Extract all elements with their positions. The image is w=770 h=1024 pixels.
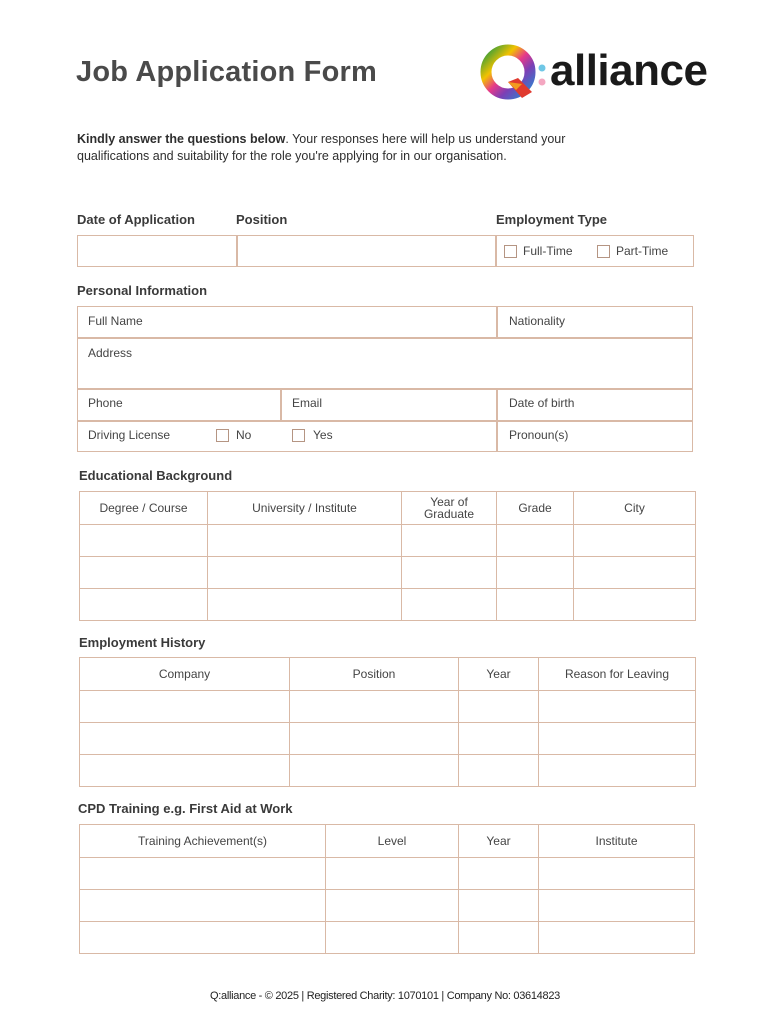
pronouns-field[interactable]: Pronoun(s) xyxy=(509,428,569,442)
table-row xyxy=(80,589,696,621)
full-time-label: Full-Time xyxy=(523,244,573,258)
driving-license-no-checkbox[interactable] xyxy=(216,429,229,442)
table-row xyxy=(80,922,695,954)
table-row xyxy=(80,557,696,589)
table-row xyxy=(80,525,696,557)
position-label: Position xyxy=(236,212,288,227)
cpd-col-level: Level xyxy=(326,825,459,858)
full-name-field[interactable]: Full Name xyxy=(88,314,143,328)
q-logo-icon xyxy=(478,42,550,104)
intro-rest: . Your responses here will help us understand your qualifications and suitability for the role you're applying for in our organisation. xyxy=(77,132,566,163)
employment-type-label: Employment Type xyxy=(496,212,608,227)
intro-text xyxy=(77,131,637,165)
driving-license-label: Driving License xyxy=(88,428,171,442)
cpd-col-institute: Institute xyxy=(539,825,695,858)
qalliance-logo xyxy=(478,42,728,104)
driving-license-no-label: No xyxy=(236,428,252,442)
footer-text: Q:alliance - © 2025 | Registered Charity: 1070101 | Company No: 03614823 xyxy=(210,990,560,1002)
employment-col-company: Company xyxy=(80,658,290,691)
table-row xyxy=(80,691,696,723)
part-time-checkbox[interactable] xyxy=(597,245,610,258)
page-title: Job Application Form xyxy=(76,56,377,88)
address-field[interactable]: Address xyxy=(88,346,133,360)
date-of-application-field[interactable] xyxy=(78,236,235,266)
employment-table xyxy=(79,657,696,787)
employment-col-year: Year xyxy=(459,658,539,691)
cpd-col-year: Year xyxy=(459,825,539,858)
education-col-grade: Grade xyxy=(497,492,574,525)
table-row xyxy=(80,755,696,787)
education-col-year: Year of Graduate xyxy=(402,492,497,525)
cpd-training-heading: CPD Training e.g. First Aid at Work xyxy=(78,801,293,816)
employment-history-heading: Employment History xyxy=(79,635,206,650)
education-table xyxy=(79,491,696,621)
driving-license-yes-label: Yes xyxy=(313,428,333,442)
part-time-label: Part-Time xyxy=(616,244,669,258)
date-of-birth-field[interactable]: Date of birth xyxy=(509,396,575,410)
intro-bold: Kindly answer the questions below xyxy=(77,132,286,146)
date-of-application-label: Date of Application xyxy=(77,212,195,227)
educational-background-heading: Educational Background xyxy=(79,468,233,483)
education-col-city: City xyxy=(574,492,696,525)
full-time-checkbox[interactable] xyxy=(504,245,517,258)
employment-col-reason: Reason for Leaving xyxy=(539,658,696,691)
cpd-table xyxy=(79,824,695,954)
email-field[interactable]: Email xyxy=(292,396,323,410)
phone-field[interactable]: Phone xyxy=(88,396,123,410)
driving-license-yes-checkbox[interactable] xyxy=(292,429,305,442)
position-field[interactable] xyxy=(238,236,494,266)
logo-wordmark: alliance xyxy=(550,46,708,95)
education-col-degree: Degree / Course xyxy=(80,492,208,525)
personal-information-heading: Personal Information xyxy=(77,283,208,298)
cpd-col-training: Training Achievement(s) xyxy=(80,825,326,858)
table-row xyxy=(80,890,695,922)
education-col-university: University / Institute xyxy=(208,492,402,525)
table-row xyxy=(80,723,696,755)
table-row xyxy=(80,858,695,890)
nationality-field[interactable]: Nationality xyxy=(509,314,566,328)
employment-col-position: Position xyxy=(290,658,459,691)
